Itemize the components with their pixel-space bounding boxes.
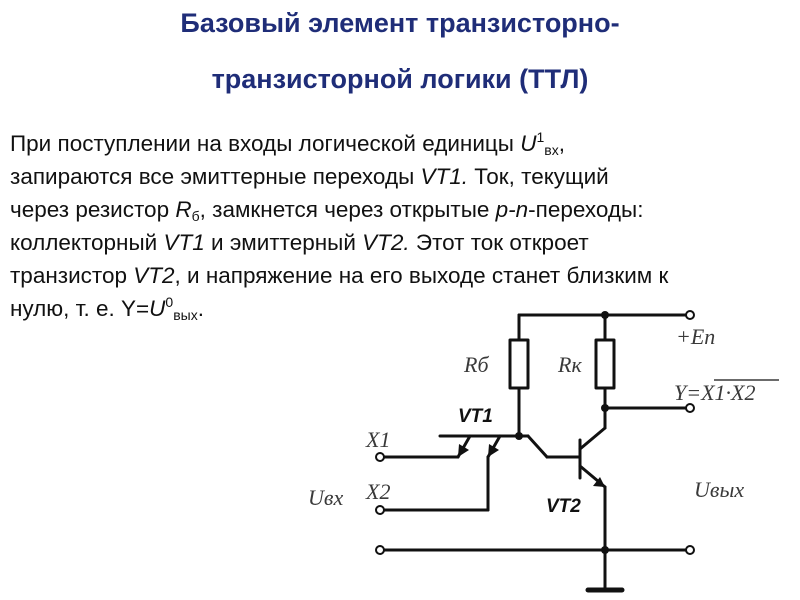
slide-title-line-1: Базовый элемент транзисторно- bbox=[180, 8, 620, 38]
terminal-x2 bbox=[376, 506, 384, 514]
terminal-x1 bbox=[376, 453, 384, 461]
terminal-output bbox=[686, 404, 694, 412]
junction-dot bbox=[601, 311, 609, 319]
u-symbol: U bbox=[149, 296, 166, 321]
description-text: , замкнется через открытые bbox=[199, 197, 496, 222]
vt2-reference: VT2. bbox=[362, 230, 410, 255]
description-text: Этот ток откроет bbox=[409, 230, 589, 255]
subscript: вх bbox=[544, 142, 559, 158]
vt1-reference: VT1 bbox=[163, 230, 205, 255]
junction-dot bbox=[515, 432, 523, 440]
description-text: транзистор bbox=[10, 263, 134, 288]
terminal-common-left bbox=[376, 546, 384, 554]
superscript: 0 bbox=[165, 294, 174, 310]
pn-term: р-n bbox=[495, 197, 529, 222]
vt1-collector bbox=[528, 436, 547, 457]
description-text: При поступлении на входы логической единицы bbox=[10, 131, 521, 156]
vt2-reference: VT2 bbox=[133, 263, 175, 288]
junction-dot bbox=[601, 404, 609, 412]
label-x2: X2 bbox=[366, 479, 391, 504]
label-r-base: Rб bbox=[464, 352, 489, 377]
description-text: , и напряжение на его выходе станет близким к bbox=[174, 263, 669, 288]
collector-resistor bbox=[596, 340, 614, 388]
base-resistor bbox=[510, 340, 528, 388]
description-text: -переходы: bbox=[528, 197, 644, 222]
label-vt2: VT2 bbox=[546, 496, 581, 517]
description-text: коллекторный bbox=[10, 230, 164, 255]
label-u-out: Uвых bbox=[694, 477, 745, 502]
label-output: Y=X1·X2 bbox=[674, 380, 756, 405]
r-symbol: R bbox=[175, 197, 192, 222]
label-power: +Eп bbox=[676, 324, 716, 349]
description-text: Ток, текущий bbox=[468, 164, 609, 189]
description-text: и эмиттерный bbox=[204, 230, 363, 255]
label-r-collector: Rк bbox=[558, 352, 582, 377]
subscript: б bbox=[191, 208, 200, 224]
terminal-power bbox=[686, 311, 694, 319]
superscript: 1 bbox=[536, 129, 545, 145]
label-vt1: VT1 bbox=[458, 406, 493, 427]
label-u-in: Uвх bbox=[308, 485, 344, 510]
description-text: . bbox=[197, 296, 204, 321]
junction-dot bbox=[601, 546, 609, 554]
description-text: запираются все эмиттерные переходы bbox=[10, 164, 421, 189]
description-text: через резистор bbox=[10, 197, 176, 222]
vt1-reference: VT1. bbox=[420, 164, 469, 189]
description-text: , bbox=[558, 131, 565, 156]
terminal-common-right bbox=[686, 546, 694, 554]
label-x1: X1 bbox=[366, 427, 391, 452]
description-text: нулю, т. е. Y= bbox=[10, 296, 150, 321]
u-symbol: U bbox=[520, 131, 537, 156]
subscript: вых bbox=[173, 307, 198, 323]
slide-title-line-2: транзисторной логики (ТТЛ) bbox=[211, 64, 589, 94]
vt2-collector bbox=[580, 428, 605, 449]
